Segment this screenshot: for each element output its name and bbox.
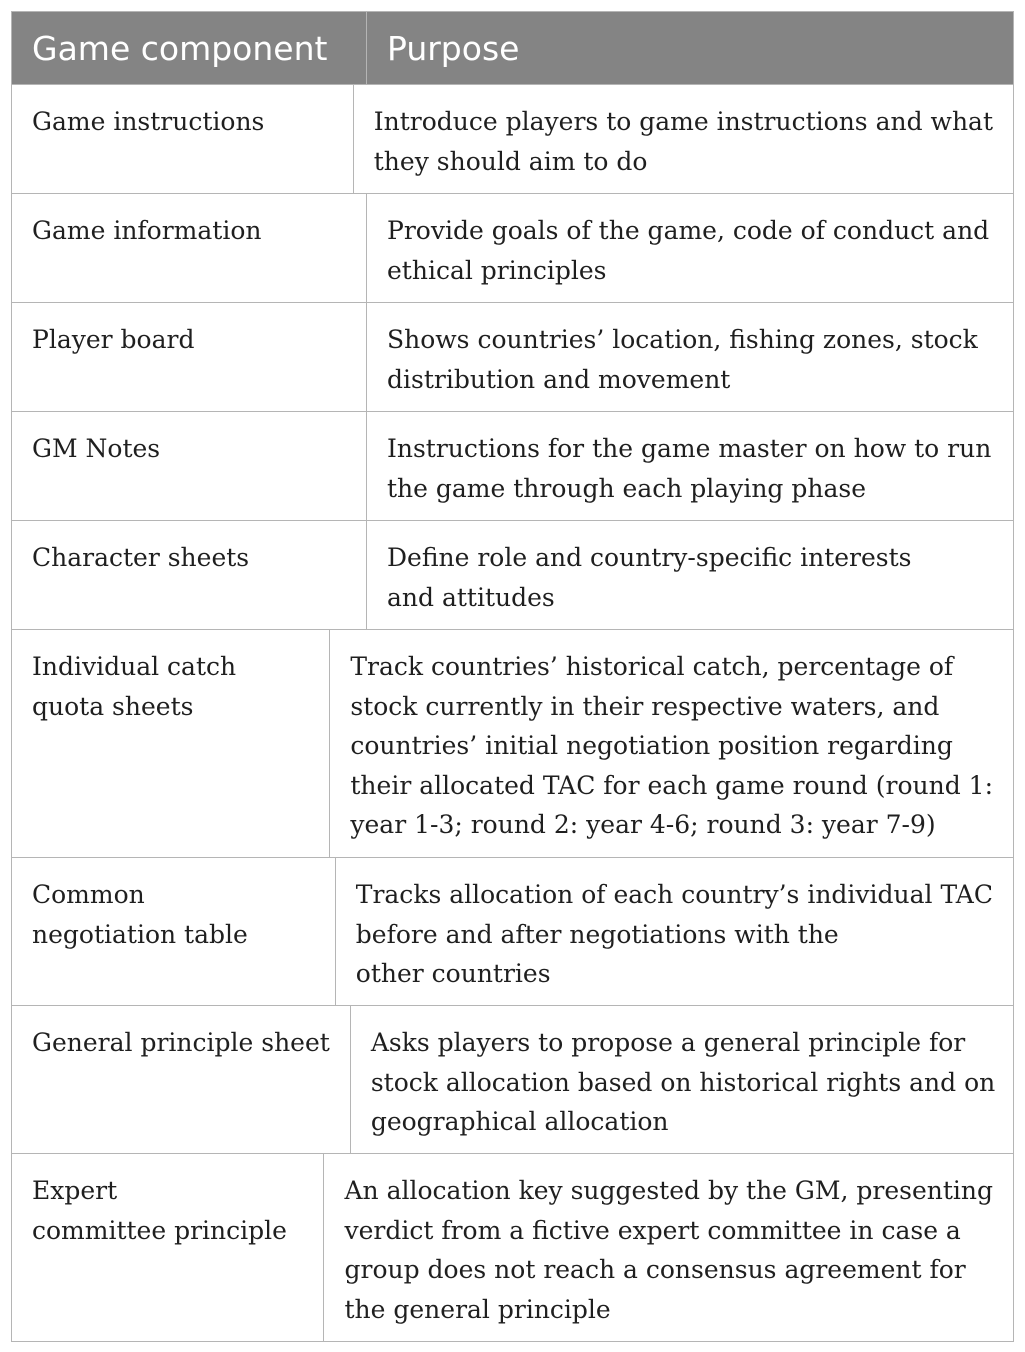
purpose-cell <box>351 1006 1015 1153</box>
table-row <box>12 193 1013 302</box>
purpose-line: they should aim to do <box>373 146 648 176</box>
purpose-line: their allocated TAC for each game round (round 1: <box>350 770 993 800</box>
purpose-line: Introduce players to game instructions and what <box>373 107 993 136</box>
header-purpose: Purpose <box>387 28 520 68</box>
game-component-cell <box>12 630 330 857</box>
table-row <box>12 520 1013 629</box>
purpose-line: geographical allocation <box>370 1107 669 1136</box>
purpose-line: Track countries’ historical catch, percentage of <box>350 652 954 681</box>
component-line: negotiation table <box>32 919 248 949</box>
purpose-line: stock currently in their respective waters, and <box>350 691 940 721</box>
purpose-line: the game through each playing phase <box>387 473 867 503</box>
purpose-line: other countries <box>355 959 551 988</box>
purpose-line: Instructions for the game master on how to run <box>387 434 992 463</box>
component-line: committee principle <box>32 1215 287 1245</box>
purpose-line: before and after negotiations with the <box>355 919 839 949</box>
game-components-table <box>11 11 1014 1342</box>
component-line: Individual catch <box>32 652 237 681</box>
purpose-line: the general principle <box>344 1294 611 1324</box>
purpose-line: An allocation key suggested by the GM, presenting <box>344 1176 993 1205</box>
purpose-line: Tracks allocation of each country’s individual TAC <box>355 880 993 909</box>
purpose-line: year 1-3; round 2: year 4-6; round 3: year 7-9) <box>350 810 936 839</box>
purpose-cell <box>330 630 1013 857</box>
purpose-line: group does not reach a consensus agreement for <box>344 1255 966 1284</box>
purpose-cell <box>336 858 1013 1005</box>
purpose-cell <box>324 1154 1013 1341</box>
game-component-cell <box>12 1006 351 1153</box>
component-line: Game instructions <box>32 107 265 136</box>
purpose-line: Provide goals of the game, code of conduct and <box>387 216 990 245</box>
purpose-line: countries’ initial negotiation position regarding <box>350 731 953 760</box>
table-header <box>12 12 1013 84</box>
game-component-cell <box>12 1154 324 1341</box>
purpose-cell <box>367 303 1013 411</box>
purpose-line: Asks players to propose a general principle for <box>370 1028 966 1057</box>
purpose-line: ethical principles <box>387 255 607 285</box>
component-line: quota sheets <box>32 691 194 721</box>
component-line: Expert <box>32 1176 118 1205</box>
table-body <box>12 84 1013 1341</box>
game-component-cell <box>12 303 367 411</box>
purpose-line: Define role and country-specific interests <box>387 543 912 572</box>
header-game-component: Game component <box>12 12 367 84</box>
table-row <box>12 1005 1013 1153</box>
purpose-cell <box>354 85 1013 193</box>
purpose-line: distribution and movement <box>387 364 731 394</box>
game-component-cell <box>12 85 354 193</box>
purpose-cell <box>367 194 1013 302</box>
purpose-line: stock allocation based on historical rights and on <box>370 1067 996 1097</box>
component-line: Player board <box>32 325 195 354</box>
purpose-line: Shows countries’ location, fishing zones, stock <box>387 325 978 354</box>
game-component-cell <box>12 412 367 520</box>
component-line: Character sheets <box>32 543 250 572</box>
component-line: Common <box>32 880 145 909</box>
table-row <box>12 629 1013 857</box>
table-row <box>12 411 1013 520</box>
component-line: General principle sheet <box>32 1028 330 1057</box>
purpose-cell <box>367 521 1013 629</box>
component-line: Game information <box>32 216 262 245</box>
table-row <box>12 1153 1013 1341</box>
table-row <box>12 84 1013 193</box>
game-component-cell <box>12 521 367 629</box>
purpose-line: verdict from a fictive expert committee in case a <box>344 1215 961 1245</box>
game-component-cell <box>12 858 336 1005</box>
game-component-cell <box>12 194 367 302</box>
table-row <box>12 302 1013 411</box>
purpose-cell <box>367 412 1013 520</box>
component-line: GM Notes <box>32 434 161 463</box>
table-row <box>12 857 1013 1005</box>
purpose-line: and attitudes <box>387 582 555 612</box>
